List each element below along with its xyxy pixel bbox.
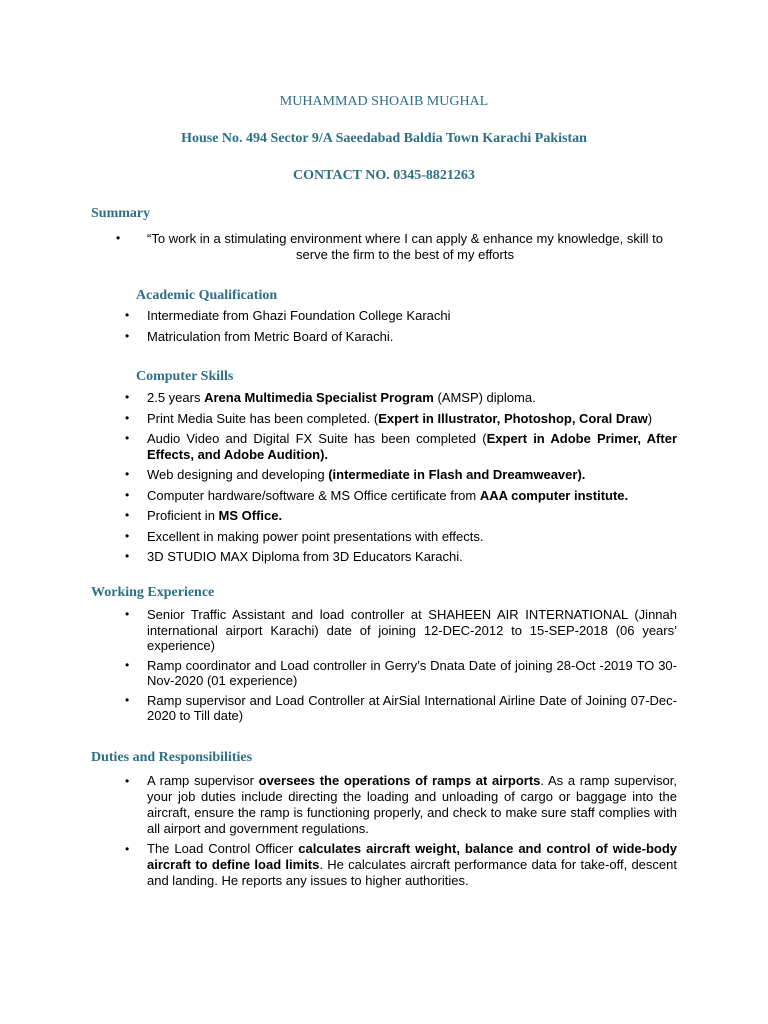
bullet-icon: • xyxy=(125,692,130,707)
bullet-icon: • xyxy=(125,528,130,543)
bullet-icon: • xyxy=(125,657,130,672)
list-item: • Web designing and developing (intermediate in Flash and Dreamweaver). xyxy=(125,467,586,482)
bullet-icon: • xyxy=(125,410,130,425)
list-item: • Audio Video and Digital FX Suite has been completed (Expert in Adobe Primer, After Effects, and Adobe Audition). xyxy=(125,431,678,462)
list-item: • Excellent in making power point presentations with effects. xyxy=(125,528,484,544)
computer-skills-heading: Computer Skills xyxy=(136,369,234,384)
list-item: • The Load Control Officer calculates aircraft weight, balance and control of wide-body aircraft to define load limits. He calculates aircraft performance data for take-off, descent and landing. He reports any issues to higher authorities. xyxy=(125,841,677,888)
duties-heading: Duties and Responsibilities xyxy=(91,750,253,765)
computer-skills-list xyxy=(125,390,678,565)
summary-text xyxy=(140,231,670,262)
list-item: • Proficient in MS Office. xyxy=(125,508,283,523)
list-item: • A ramp supervisor oversees the operations of ramps at airports. As a ramp supervisor, your job duties include directing the loading and unloading of cargo or baggage into the aircraft, ensure the ramp is functioning properly, and check to make sure staff complies with all airport and government regulations. xyxy=(125,773,677,836)
summary-line-1: “To work in a stimulating environment where I can apply & enhance my knowledge, skill to xyxy=(147,231,663,246)
summary-heading: Summary xyxy=(91,206,151,221)
list-item: • 3D STUDIO MAX Diploma from 3D Educators Karachi. xyxy=(125,549,463,564)
bullet-icon: • xyxy=(125,328,130,343)
academic-list xyxy=(125,308,677,344)
list-item: • 2.5 years Arena Multimedia Specialist Program (AMSP) diploma. xyxy=(125,390,536,405)
bullet-icon: • xyxy=(125,487,130,502)
bullet-icon: • xyxy=(125,508,130,522)
bullet-icon: • xyxy=(125,842,130,856)
summary-bullet: • xyxy=(116,231,121,245)
experience-list xyxy=(125,607,677,724)
bullet-icon: • xyxy=(125,467,130,481)
academic-heading: Academic Qualification xyxy=(136,288,278,303)
list-item: • Ramp coordinator and Load controller in Gerry’s Dnata Date of joining 28-Oct -2019 TO 30-Nov-2020 (01 experience) xyxy=(125,657,677,688)
address: House No. 494 Sector 9/A Saeedabad Baldia Town Karachi Pakistan xyxy=(181,131,587,146)
list-item: • Computer hardware/software & MS Office certificate from AAA computer institute. xyxy=(125,487,629,503)
bullet-icon: • xyxy=(125,431,130,445)
contact-number: CONTACT NO. 0345-8821263 xyxy=(293,168,475,183)
bullet-icon: • xyxy=(125,774,130,788)
list-item: • Intermediate from Ghazi Foundation College Karachi xyxy=(125,308,451,323)
bullet-icon: • xyxy=(125,390,130,404)
bullet-icon: • xyxy=(125,549,130,563)
list-item: • Senior Traffic Assistant and load controller at SHAHEEN AIR INTERNATIONAL (Jinnah international airport Karachi) date of joining 12-DEC-2012 to 15-SEP-2018 (06 years’ experience) xyxy=(125,607,677,653)
list-item: • Matriculation from Metric Board of Karachi. xyxy=(125,328,394,344)
candidate-name: MUHAMMAD SHOAIB MUGHAL xyxy=(279,94,489,109)
list-item: • Print Media Suite has been completed. (Expert in Illustrator, Photoshop, Coral Draw) xyxy=(125,410,653,426)
bullet-icon: • xyxy=(125,308,130,322)
summary-line-2: serve the firm to the best of my efforts xyxy=(296,246,514,262)
working-experience-heading: Working Experience xyxy=(91,585,215,600)
bullet-icon: • xyxy=(125,607,130,621)
list-item: • Ramp supervisor and Load Controller at AirSial International Airline Date of Joining 07-Dec-2020 to Till date) xyxy=(125,692,677,723)
duties-list xyxy=(125,773,677,889)
